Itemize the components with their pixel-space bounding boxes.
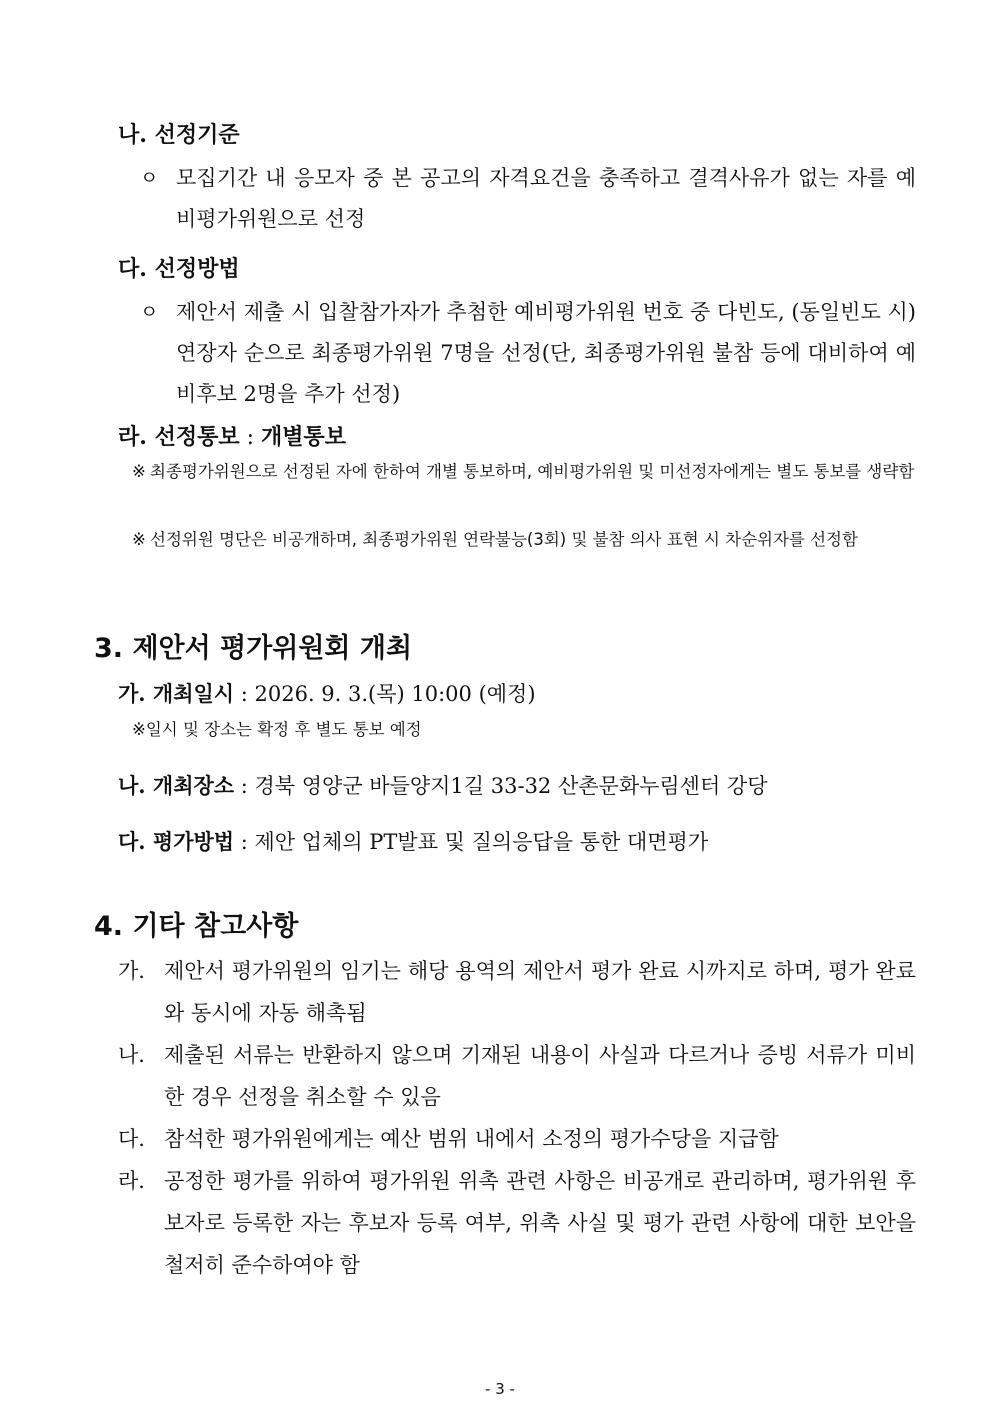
list-item-text: 공정한 평가를 위하여 평가위원 위촉 관련 사항은 비공개로 관리하며, 평가위원 후보자로 등록한 자는 후보자 등록 여부, 위촉 사실 및 평가 관련 사항에 대한 보안을 철저히 준수하여야 함 (164, 1169, 916, 1277)
list-item-text: 제안서 평가위원의 임기는 해당 용역의 제안서 평가 완료 시까지로 하며, 평가 완료와 동시에 자동 해촉됨 (164, 959, 916, 1025)
meeting-location-label: 나. 개최장소 (118, 773, 235, 798)
section-4-heading: 4. 기타 참고사항 (94, 911, 299, 942)
note (132, 524, 916, 555)
page-number: - 3 - (485, 1380, 515, 1398)
meeting-location (118, 770, 768, 800)
note-text: 최종평가위원으로 선정된 자에 한하여 개별 통보하며, 예비평가위원 및 미선정자에게는 별도 통보를 생략함 (150, 462, 915, 481)
selection-method-text: 제안서 제출 시 입찰참가자가 추첨한 예비평가위원 번호 중 다빈도, (동일빈도 시)연장자 순으로 최종평가위원 7명을 선정(단, 최종평가위원 불참 등에 대비하여 예비후보 2명을 추가 선정) (176, 300, 916, 406)
selection-criteria-heading: 나. 선정기준 (118, 122, 240, 148)
list-item-text: 제출된 서류는 반환하지 않으며 기재된 내용이 사실과 다르거나 증빙 서류가 미비한 경우 선정을 취소할 수 있음 (164, 1043, 916, 1109)
separator: : (239, 425, 261, 450)
selection-notice-value: 개별통보 (261, 424, 347, 450)
list-item (118, 1034, 916, 1118)
note (132, 456, 916, 487)
list-item (118, 1160, 916, 1286)
selection-method-heading: 다. 선정방법 (118, 256, 240, 282)
bullet-mark: ㅇ (140, 301, 159, 323)
evaluation-method-value: 제안 업체의 PT발표 및 질의응답을 통한 대면평가 (254, 830, 709, 854)
meeting-location-value: 경북 영양군 바들양지1길 33-32 산촌문화누림센터 강당 (254, 774, 768, 798)
selection-criteria-text: 모집기간 내 응모자 중 본 공고의 자격요건을 충족하고 결격사유가 없는 자를 예비평가위원으로 선정 (176, 166, 916, 231)
selection-notice-heading (118, 420, 346, 451)
separator: : (234, 830, 255, 854)
note-mark: ※ (132, 530, 146, 549)
list-item-text: 참석한 평가위원에게는 예산 범위 내에서 소정의 평가수당을 지급함 (164, 1127, 779, 1151)
note-mark: ※ (132, 462, 146, 481)
separator: : (234, 774, 255, 798)
evaluation-method-label: 다. 평가방법 (118, 829, 235, 854)
list-item (118, 950, 916, 1034)
meeting-datetime (118, 678, 536, 708)
list-item-mark: 라. (118, 1169, 145, 1193)
list-item-mark: 가. (118, 959, 145, 983)
evaluation-method (118, 826, 708, 856)
bullet-mark: ㅇ (140, 167, 159, 189)
section-3-heading: 3. 제안서 평가위원회 개최 (94, 633, 413, 664)
meeting-datetime-label: 가. 개최일시 (118, 681, 235, 706)
selection-notice-label: 라. 선정통보 (118, 424, 240, 450)
list-item-mark: 다. (118, 1127, 145, 1151)
separator: : (234, 682, 255, 706)
list-item (118, 1118, 916, 1160)
meeting-datetime-value: 2026. 9. 3.(목) 10:00 (예정) (254, 682, 536, 706)
meeting-note-text: ※일시 및 장소는 확정 후 별도 통보 예정 (132, 720, 422, 739)
list-item-mark: 나. (118, 1043, 145, 1067)
note-text: 선정위원 명단은 비공개하며, 최종평가위원 연락불능(3회) 및 불참 의사 표현 시 차순위자를 선정함 (150, 530, 858, 549)
note (132, 714, 916, 745)
